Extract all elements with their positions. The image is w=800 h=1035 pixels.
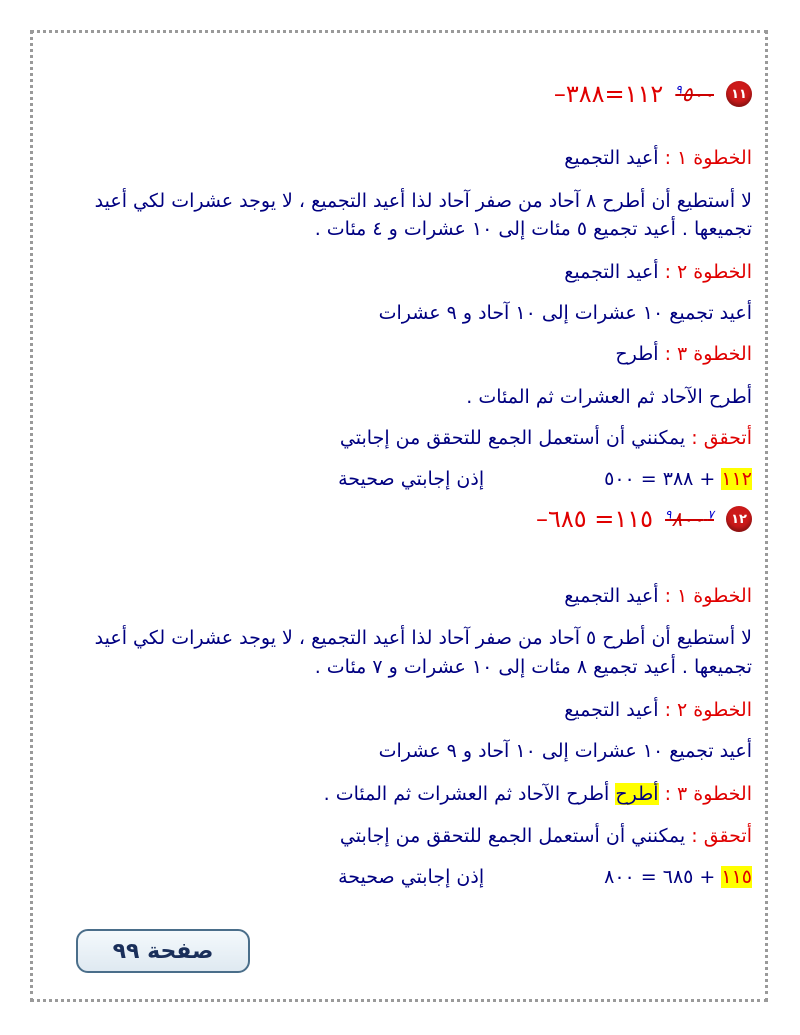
check-equation-row: ١١٢ + ٣٨٨ = ٥٠٠ إذن إجابتي صحيحة [338, 468, 752, 490]
check-line: أتحقق : يمكنني أن أستعمل الجمع للتحقق من إجابتي [339, 825, 752, 847]
problem-11-header [554, 80, 752, 108]
check-result: إذن إجابتي صحيحة [338, 866, 485, 888]
page-number-label: صفحة ٩٩ [76, 929, 250, 973]
equation: ١١٢=٣٨٨– [553, 80, 664, 108]
equation: ١١٥= ٦٨٥– [535, 505, 654, 533]
check-answer-highlight: ١١٢ [721, 468, 752, 490]
step-2-text: أعيد تجميع ١٠ عشرات إلى ١٠ آحاد و ٩ عشرات [378, 740, 752, 762]
step-1-text-cont: تجميعها . أعيد تجميع ٨ مئات إلى ١٠ عشرات و ٧ مئات . [314, 656, 752, 678]
step-1-text-cont: تجميعها . أعيد تجميع ٥ مئات إلى ١٠ عشرات و ٤ مئات . [314, 218, 752, 240]
regroup-marks: ٩ [675, 82, 682, 97]
check-answer-highlight: ١١٥ [721, 866, 752, 888]
step-1-line: الخطوة ١ : أعيد التجميع [564, 147, 752, 169]
check-result: إذن إجابتي صحيحة [338, 468, 485, 490]
check-equation-row: ١١٥ + ٦٨٥ = ٨٠٠ إذن إجابتي صحيحة [338, 866, 752, 888]
step-3-line: الخطوة ٣ : أطرح [615, 343, 752, 365]
check-line: أتحقق : يمكنني أن أستعمل الجمع للتحقق من إجابتي [339, 427, 752, 449]
crossed-minuend: $^٩$٥٠٠ [675, 82, 714, 106]
step-1-text: لا أستطيع أن أطرح ٥ آحاد من صفر آحاد لذا أعيد التجميع ، لا يوجد عشرات لكي أعيد [94, 627, 752, 649]
regroup-marks: ٧ ٩ [665, 507, 714, 522]
step-1-line: الخطوة ١ : أعيد التجميع [564, 585, 752, 607]
problem-number-badge: ١٢ [726, 506, 752, 532]
step-2-line: الخطوة ٢ : أعيد التجميع [564, 261, 752, 283]
step-2-line: الخطوة ٢ : أعيد التجميع [564, 699, 752, 721]
step-3-text: أطرح الآحاد ثم العشرات ثم المئات . [466, 386, 752, 408]
step-3-line: الخطوة ٣ : أطرح أطرح الآحاد ثم العشرات ثم المئات . [323, 783, 752, 805]
step-1-text: لا أستطيع أن أطرح ٨ آحاد من صفر آحاد لذا أعيد التجميع ، لا يوجد عشرات لكي أعيد [94, 190, 752, 212]
crossed-minuend: $^{٧ ٩}$٨٠٠ [665, 507, 714, 531]
problem-number-badge: ١١ [726, 81, 752, 107]
problem-12-header [536, 505, 752, 533]
step-2-text: أعيد تجميع ١٠ عشرات إلى ١٠ آحاد و ٩ عشرات [378, 302, 752, 324]
step-3-highlight: أطرح [615, 783, 659, 805]
